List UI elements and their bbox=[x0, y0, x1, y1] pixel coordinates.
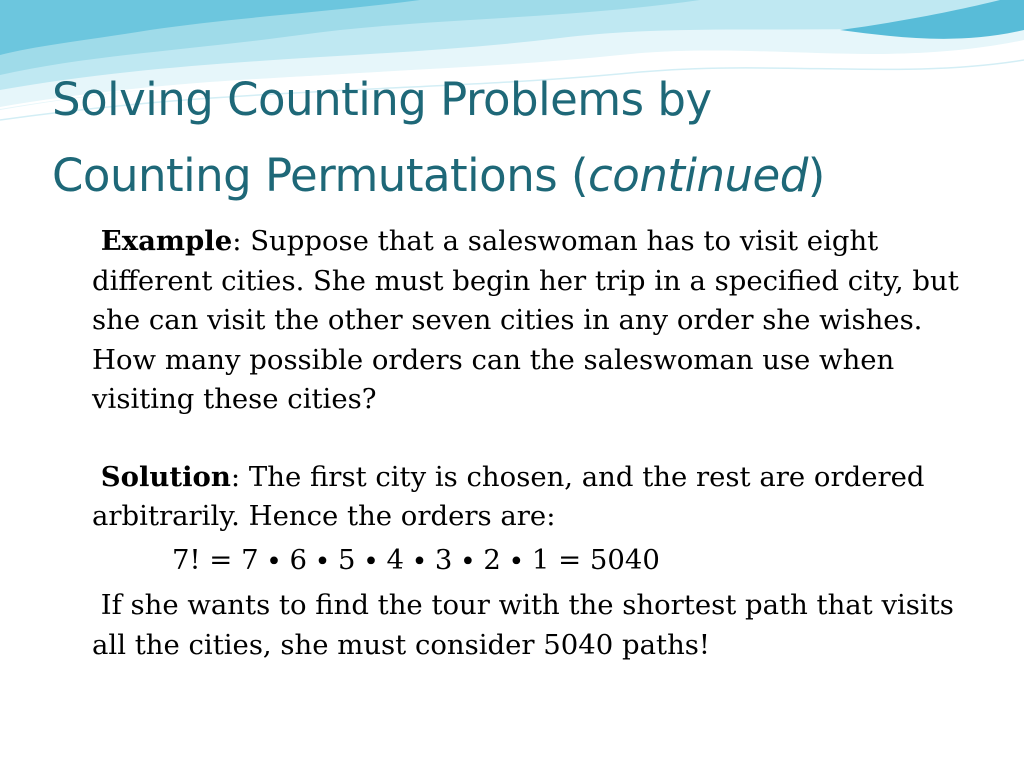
solution-text: : The first city is chosen, and the rest are ordered arbitrarily. Hence the orders are: bbox=[92, 460, 925, 532]
slide-title bbox=[52, 62, 992, 214]
solution-paragraph bbox=[92, 458, 972, 537]
title-line-2-prefix: Counting Permutations ( bbox=[52, 149, 589, 202]
factorial-equation: 7! = 7 ∙ 6 ∙ 5 ∙ 4 ∙ 3 ∙ 2 ∙ 1 = 5040 bbox=[172, 543, 660, 576]
slide-body bbox=[92, 222, 972, 665]
example-text: : Suppose that a saleswoman has to visit eight different cities. She must begin her trip in a specified city, but she can visit the other seven cities in any order she wishes. How many possible orders can the saleswoman use when visiting these cities? bbox=[92, 225, 959, 415]
title-line-1: Solving Counting Problems by bbox=[52, 73, 712, 126]
example-label: Example bbox=[100, 225, 233, 257]
solution-label: Solution bbox=[100, 460, 231, 493]
title-line-2-italic: continued bbox=[588, 149, 808, 202]
conclusion-text: If she wants to find the tour with the shortest path that visits all the cities, she must consider 5040 paths! bbox=[92, 589, 954, 661]
title-line-2-suffix: ) bbox=[807, 149, 825, 202]
conclusion-paragraph bbox=[92, 586, 972, 665]
example-paragraph bbox=[92, 222, 972, 420]
